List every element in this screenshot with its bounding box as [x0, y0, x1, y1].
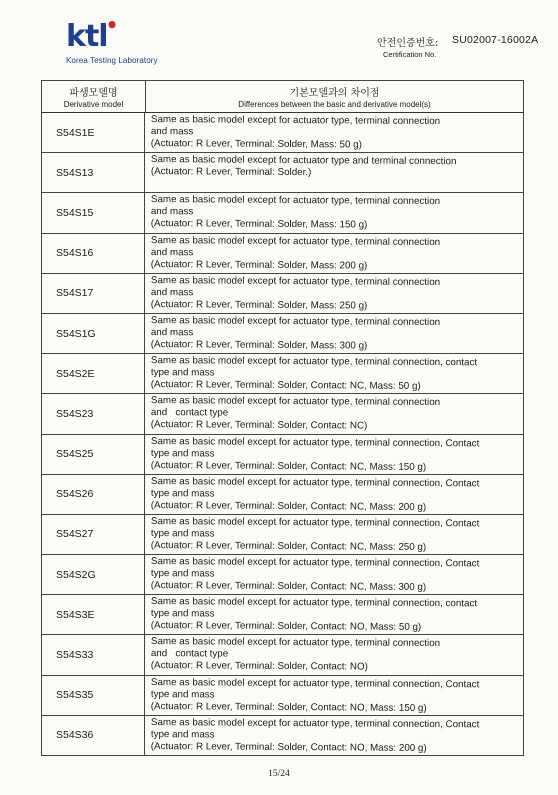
- header-col1-en: Derivative model: [63, 100, 124, 109]
- difference-line: type and mass: [150, 688, 215, 701]
- difference-line: type and mass: [150, 487, 215, 500]
- ktl-logo: [66, 13, 158, 65]
- difference-cell: [145, 716, 523, 758]
- table-row: [41, 515, 524, 555]
- table-row: [41, 394, 524, 434]
- header-differences: [146, 81, 523, 112]
- difference-cell: [145, 274, 523, 316]
- difference-cell: [145, 515, 523, 557]
- difference-cell: [145, 113, 523, 155]
- difference-line: (Actuator: R Lever, Terminal: Solder.): [150, 166, 312, 179]
- difference-line: Same as basic model except for actuator type, terminal connection: [150, 234, 441, 248]
- difference-line: Same as basic model except for actuator type, terminal connection: [150, 636, 441, 650]
- model-name-cell: S54S13: [42, 153, 145, 192]
- difference-line: Same as basic model except for actuator type, terminal connection: [150, 114, 441, 128]
- model-name-cell: S54S35: [42, 676, 145, 715]
- difference-line: and mass: [150, 327, 194, 339]
- difference-line: (Actuator: R Lever, Terminal: Solder, Mass: 200 g): [150, 259, 368, 272]
- difference-line: Same as basic model except for actuator type, terminal connection: [150, 395, 441, 409]
- table-header: [41, 80, 524, 113]
- difference-cell: [145, 555, 523, 597]
- model-name-cell: S54S1E: [42, 113, 145, 152]
- difference-line: Same as basic model except for actuator type, terminal connection, Contact: [150, 716, 480, 731]
- header-col1-ko: 파생모델명: [69, 88, 118, 99]
- table-row: [41, 354, 524, 394]
- difference-line: Same as basic model except for actuator type and terminal connection: [150, 154, 457, 168]
- table-row: [41, 595, 524, 635]
- cert-number: SU02007-16002A: [452, 34, 539, 46]
- model-name-cell: S54S33: [42, 635, 145, 674]
- table-row: [41, 635, 524, 675]
- derivative-model-table: [41, 80, 524, 756]
- table-body: [41, 113, 524, 756]
- difference-line: Same as basic model except for actuator type, terminal connection, Contact: [150, 435, 480, 449]
- table-row: [41, 153, 524, 193]
- model-name-cell: S54S1G: [42, 314, 145, 353]
- difference-cell: [145, 354, 523, 396]
- difference-cell: [145, 153, 523, 195]
- model-name-cell: S54S23: [42, 394, 145, 433]
- table-row: [41, 716, 524, 756]
- cert-label-en: Certification No.: [383, 50, 437, 59]
- model-name-cell: S54S25: [42, 435, 145, 474]
- table-row: [41, 274, 524, 314]
- header-derivative-model: [42, 81, 146, 112]
- model-name-cell: S54S2G: [42, 555, 145, 594]
- difference-cell: [145, 193, 523, 235]
- difference-line: (Actuator: R Lever, Terminal: Solder, Contact: NC, Mass: 300 g): [150, 580, 427, 594]
- table-row: [41, 676, 524, 716]
- difference-line: (Actuator: R Lever, Terminal: Solder, Mass: 300 g): [150, 339, 368, 352]
- difference-line: type and mass: [150, 367, 215, 379]
- difference-cell: [145, 475, 523, 517]
- difference-line: Same as basic model except for actuator type, terminal connection, Contact: [150, 676, 480, 690]
- table-row: [41, 555, 524, 595]
- cert-label-ko: 안전인증번호:: [377, 38, 439, 49]
- difference-line: type and mass: [150, 729, 215, 741]
- logo-text: ktl: [66, 19, 108, 54]
- difference-line: Same as basic model except for actuator type, terminal connection: [150, 194, 441, 208]
- table-row: [41, 234, 524, 274]
- difference-line: type and mass: [150, 528, 215, 540]
- difference-line: and mass: [150, 286, 194, 299]
- table-row: [41, 435, 524, 475]
- difference-line: and contact type: [150, 648, 229, 661]
- difference-line: Same as basic model except for actuator type, terminal connection, Contact: [150, 515, 480, 530]
- difference-line: (Actuator: R Lever, Terminal: Solder, Contact: NC, Mass: 250 g): [150, 540, 427, 554]
- model-name-cell: S54S16: [42, 234, 145, 273]
- difference-line: Same as basic model except for actuator type, terminal connection, contact: [150, 596, 478, 610]
- table-row: [41, 475, 524, 515]
- table-row: [41, 193, 524, 233]
- difference-line: type and mass: [150, 447, 215, 460]
- difference-line: type and mass: [150, 568, 215, 580]
- difference-line: and mass: [150, 246, 194, 259]
- difference-cell: [145, 394, 523, 436]
- model-name-cell: S54S3E: [42, 595, 145, 634]
- logo-mark: [66, 13, 158, 54]
- difference-cell: [145, 234, 523, 276]
- difference-line: Same as basic model except for actuator type, terminal connection, contact: [150, 355, 478, 369]
- difference-line: (Actuator: R Lever, Terminal: Solder, Contact: NO, Mass: 150 g): [150, 701, 427, 714]
- model-name-cell: S54S15: [42, 193, 145, 232]
- model-name-cell: S54S17: [42, 274, 145, 313]
- difference-line: (Actuator: R Lever, Terminal: Solder, Contact: NC, Mass: 200 g): [150, 500, 427, 514]
- difference-line: (Actuator: R Lever, Terminal: Solder, Mass: 250 g): [150, 299, 368, 312]
- difference-line: and mass: [150, 126, 194, 138]
- difference-cell: [145, 595, 523, 637]
- difference-line: Same as basic model except for actuator type, terminal connection, Contact: [150, 556, 480, 570]
- header-col2-ko: 기본모델과의 차이점: [289, 88, 380, 99]
- difference-cell: [145, 435, 523, 477]
- logo-dot-icon: •: [105, 13, 118, 37]
- difference-line: Same as basic model except for actuator type, terminal connection: [150, 314, 441, 328]
- header-col2-en: Differences between the basic and derivative model(s): [238, 100, 431, 109]
- model-name-cell: S54S2E: [42, 354, 145, 393]
- table-row: [41, 113, 524, 153]
- difference-line: (Actuator: R Lever, Terminal: Solder, Mass: 150 g): [150, 218, 368, 232]
- difference-line: (Actuator: R Lever, Terminal: Solder, Contact: NC, Mass: 150 g): [150, 459, 427, 473]
- difference-line: and contact type: [150, 407, 229, 420]
- difference-line: (Actuator: R Lever, Terminal: Solder, Contact: NO, Mass: 50 g): [150, 620, 422, 634]
- difference-line: (Actuator: R Lever, Terminal: Solder, Mass: 50 g): [150, 138, 362, 151]
- logo-subtitle: Korea Testing Laboratory: [66, 56, 158, 65]
- difference-cell: [145, 676, 523, 718]
- difference-line: type and mass: [150, 608, 215, 620]
- difference-line: Same as basic model except for actuator type, terminal connection: [150, 274, 441, 288]
- difference-line: (Actuator: R Lever, Terminal: Solder, Contact: NC, Mass: 50 g): [150, 379, 421, 393]
- page-number: 15/24: [268, 769, 290, 779]
- difference-line: and mass: [150, 206, 194, 218]
- model-name-cell: S54S27: [42, 515, 145, 554]
- difference-line: (Actuator: R Lever, Terminal: Solder, Contact: NO, Mass: 200 g): [150, 741, 427, 755]
- certification-block: [377, 34, 539, 59]
- difference-cell: [145, 314, 523, 356]
- table-row: [41, 314, 524, 354]
- difference-line: Same as basic model except for actuator type, terminal connection, Contact: [150, 475, 480, 490]
- model-name-cell: S54S26: [42, 475, 145, 514]
- model-name-cell: S54S36: [42, 716, 145, 755]
- difference-cell: [145, 635, 523, 677]
- difference-line: (Actuator: R Lever, Terminal: Solder, Contact: NC): [150, 419, 368, 433]
- difference-line: (Actuator: R Lever, Terminal: Solder, Contact: NO): [150, 660, 368, 674]
